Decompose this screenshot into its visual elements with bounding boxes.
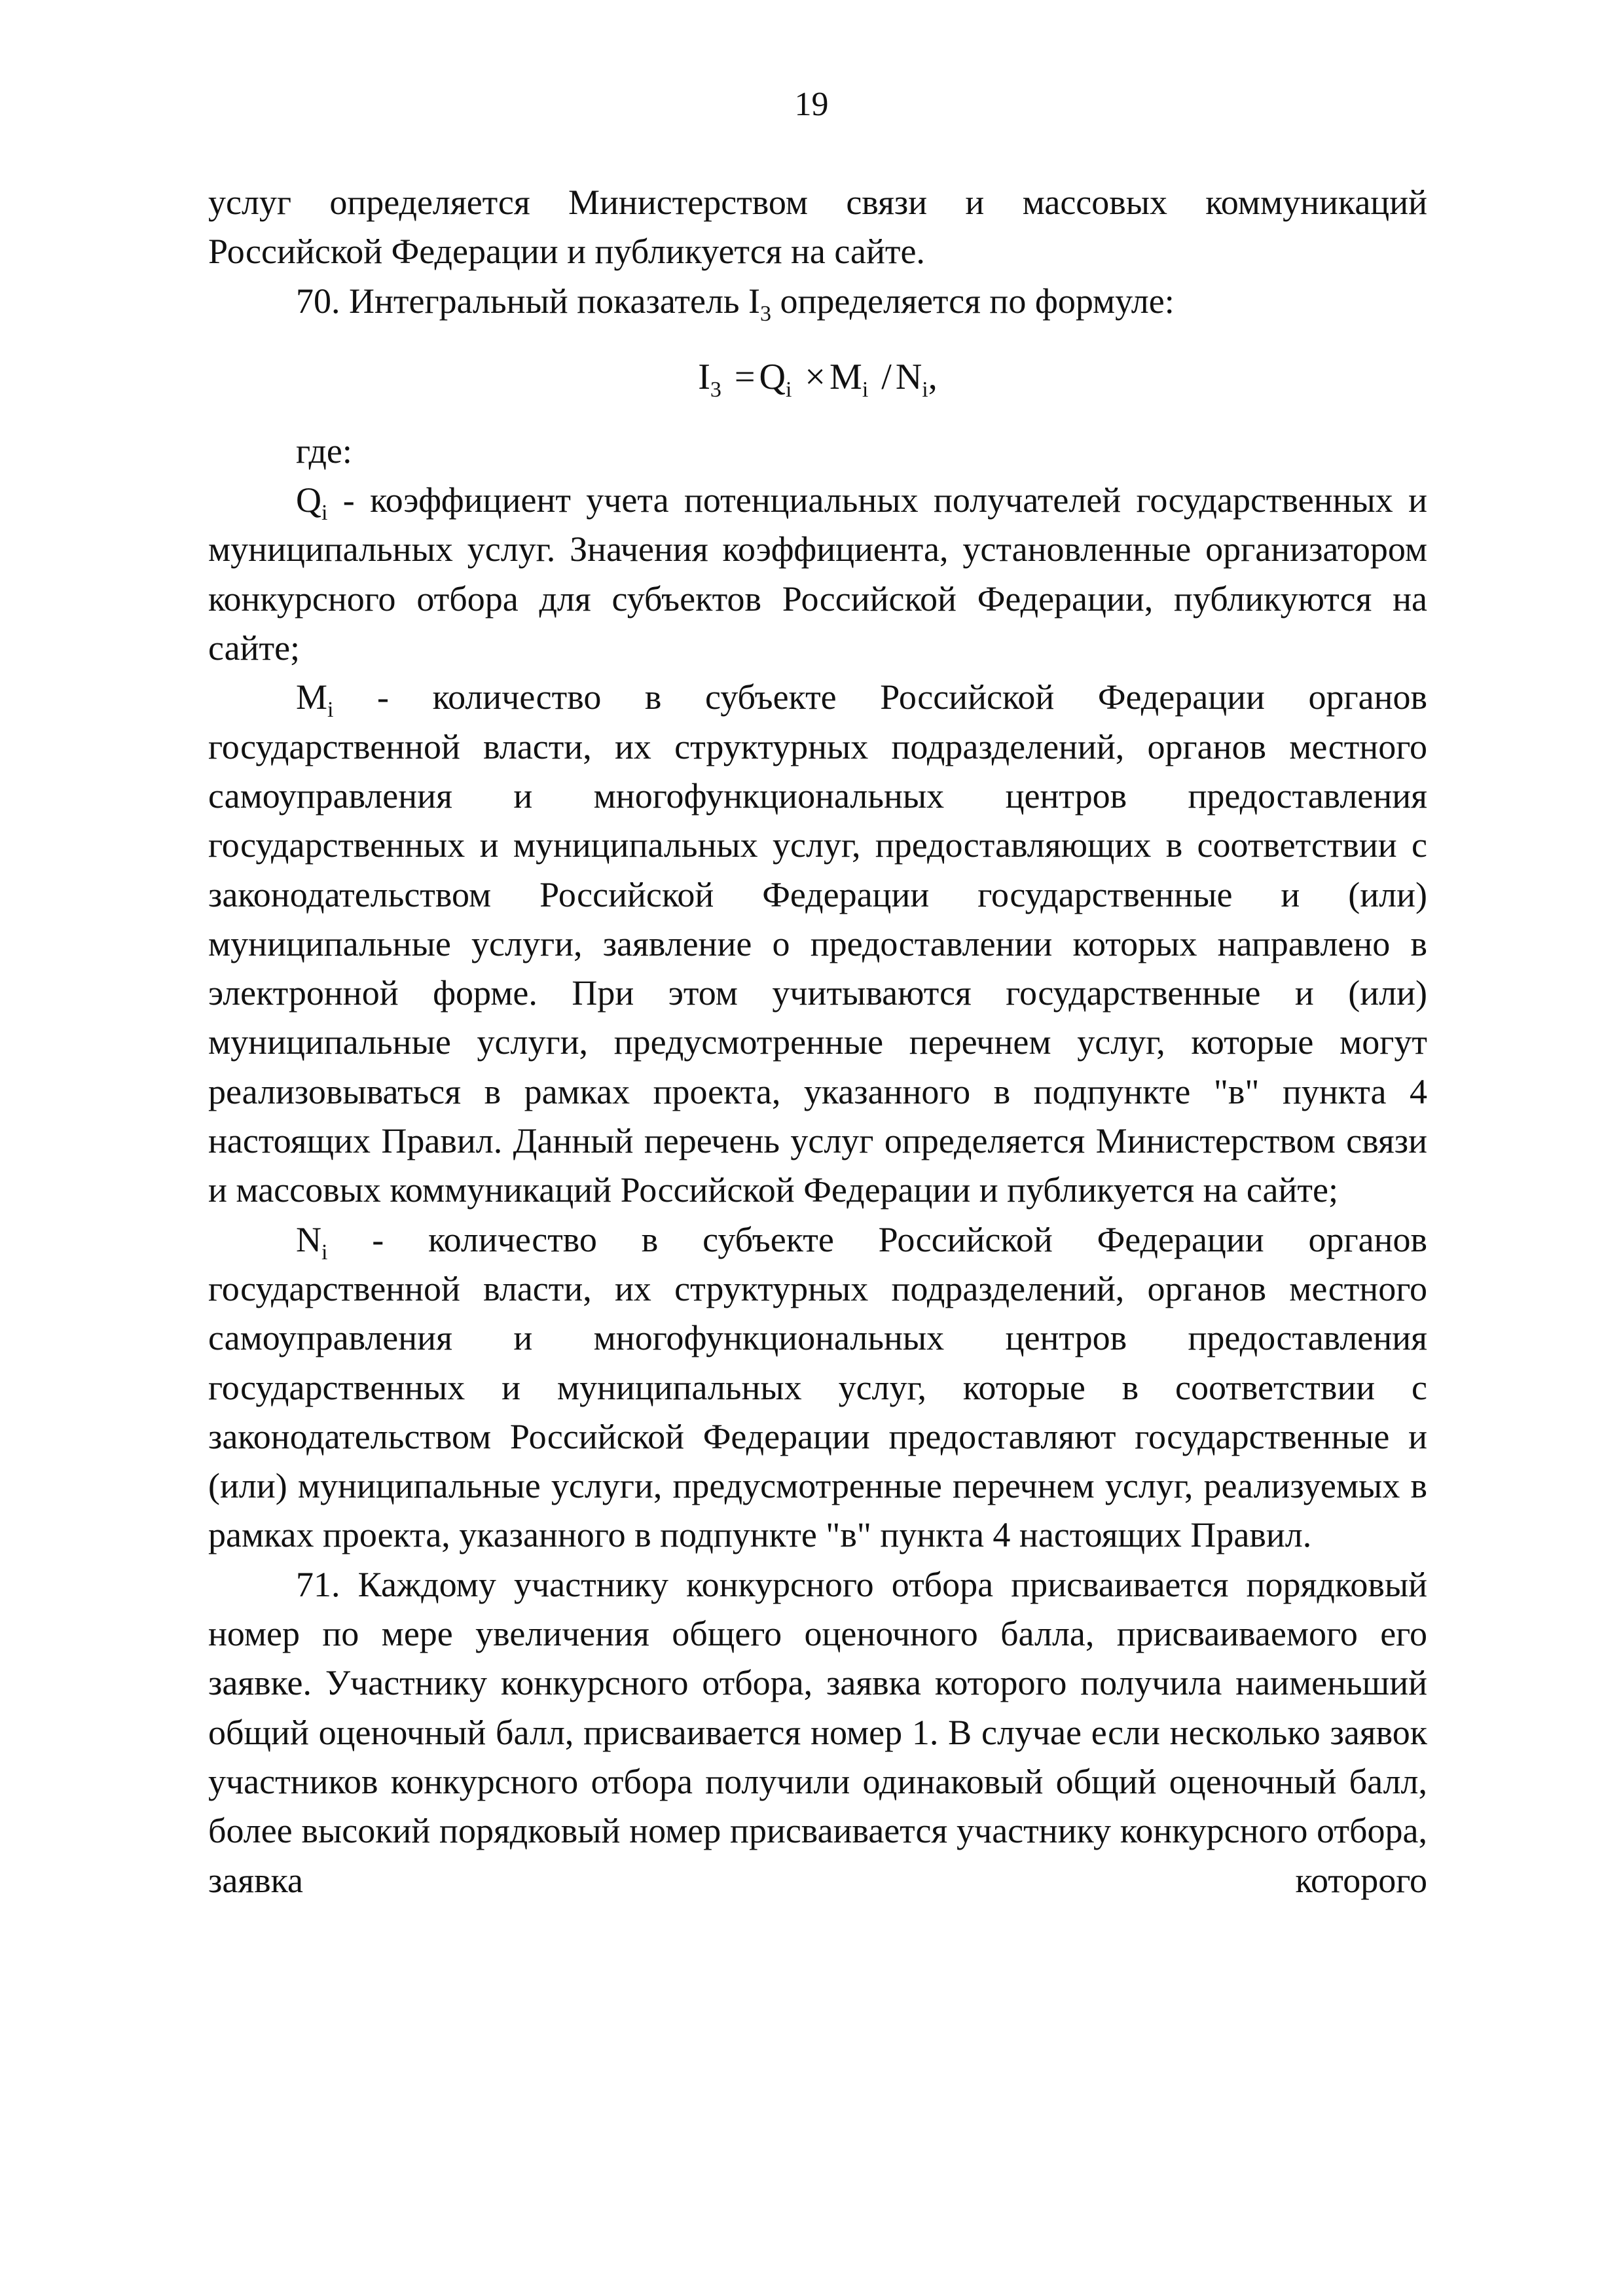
page-number: 19 [794, 86, 829, 123]
definition-n-text: - количество в субъекте Российской Федерации органов государственной власти, их структурных подразделений, органов местного самоуправления и многофункциональных центров предоставления государственных и муниципальных услуг, которые в соответствии с законодательством Российской Федерации предоставляют государственные и (или) муниципальные услуги, предусмотренные перечнем услуг, реализуемых в рамках проекта, указанного в подпункте "в" пункта 4 настоящих Правил. [208, 1219, 1427, 1555]
definition-m-text: - количество в субъекте Российской Федерации органов государственной власти, их структурных подразделений, органов местного самоуправления и многофункциональных центров предоставления государственных и муниципальных услуг, предоставляющих в соответствии с законодательством Российской Федерации государственные и (или) муниципальные услуги, заявление о предоставлении которых направлено в электронной форме. При этом учитываются государственные и (или) муниципальные услуги, предусмотренные перечнем услуг, которые могут реализовываться в рамках проекта, указанного в подпункте "в" пункта 4 настоящих Правил. Данный перечень услуг определяется Министерством связи и массовых коммуникаций Российской Федерации и публикуется на сайте; [208, 677, 1427, 1210]
definition-m [208, 673, 1427, 1215]
definition-q-text: - коэффициент учета потенциальных получателей государственных и муниципальных услуг. Значения коэффициента, установленные организатором конкурсного отбора для субъектов Российской Федерации, публикуются на сайте; [208, 480, 1427, 668]
formula-m: M [830, 356, 862, 397]
definition-q [208, 476, 1427, 673]
formula-divide: / [881, 356, 892, 397]
definition-m-symbol: M [296, 677, 328, 717]
definition-m-sub: i [327, 698, 334, 723]
paragraph-70-subscript: 3 [760, 301, 772, 326]
formula-n: N [895, 356, 922, 397]
paragraph-71: 71. Каждому участнику конкурсного отбора присваивается порядковый номер по мере увеличения общего оценочного балла, присваиваемого его заявке. Участнику конкурсного отбора, заявка которого получила наименьший общий оценочный балл, присваивается номер 1. В случае если несколько заявок участников конкурсного отбора получили одинаковый общий оценочный балл, более высокий порядковый номер присваивается участнику конкурсного отбора, заявка которого [208, 1564, 1427, 1900]
paragraph-70-text: 70. Интегральный показатель I [296, 281, 761, 321]
paragraph-continuation: услуг определяется Министерством связи и массовых коммуникаций Российской Федерации и публикуется на сайте. [208, 183, 1427, 272]
formula-q-sub: i [785, 377, 792, 402]
paragraph-70-rest: определяется по формуле: [771, 281, 1175, 321]
definition-q-symbol: Q [296, 480, 321, 520]
formula-m-sub: i [862, 377, 869, 402]
definition-n-symbol: N [296, 1219, 321, 1259]
paragraph-70 [208, 277, 1427, 326]
formula-times: × [805, 356, 826, 397]
definition-n-sub: i [321, 1240, 328, 1265]
document-body [208, 178, 1427, 1905]
formula-lhs: I [698, 356, 710, 397]
formula [208, 351, 1427, 403]
formula-equals: = [734, 356, 756, 397]
definition-n [208, 1215, 1427, 1560]
definition-q-sub: i [321, 501, 328, 526]
formula-lhs-sub: 3 [710, 377, 721, 402]
formula-n-sub: i [922, 377, 928, 402]
formula-q: Q [759, 356, 786, 397]
formula-comma: , [928, 356, 938, 397]
where-label: где: [296, 431, 352, 471]
